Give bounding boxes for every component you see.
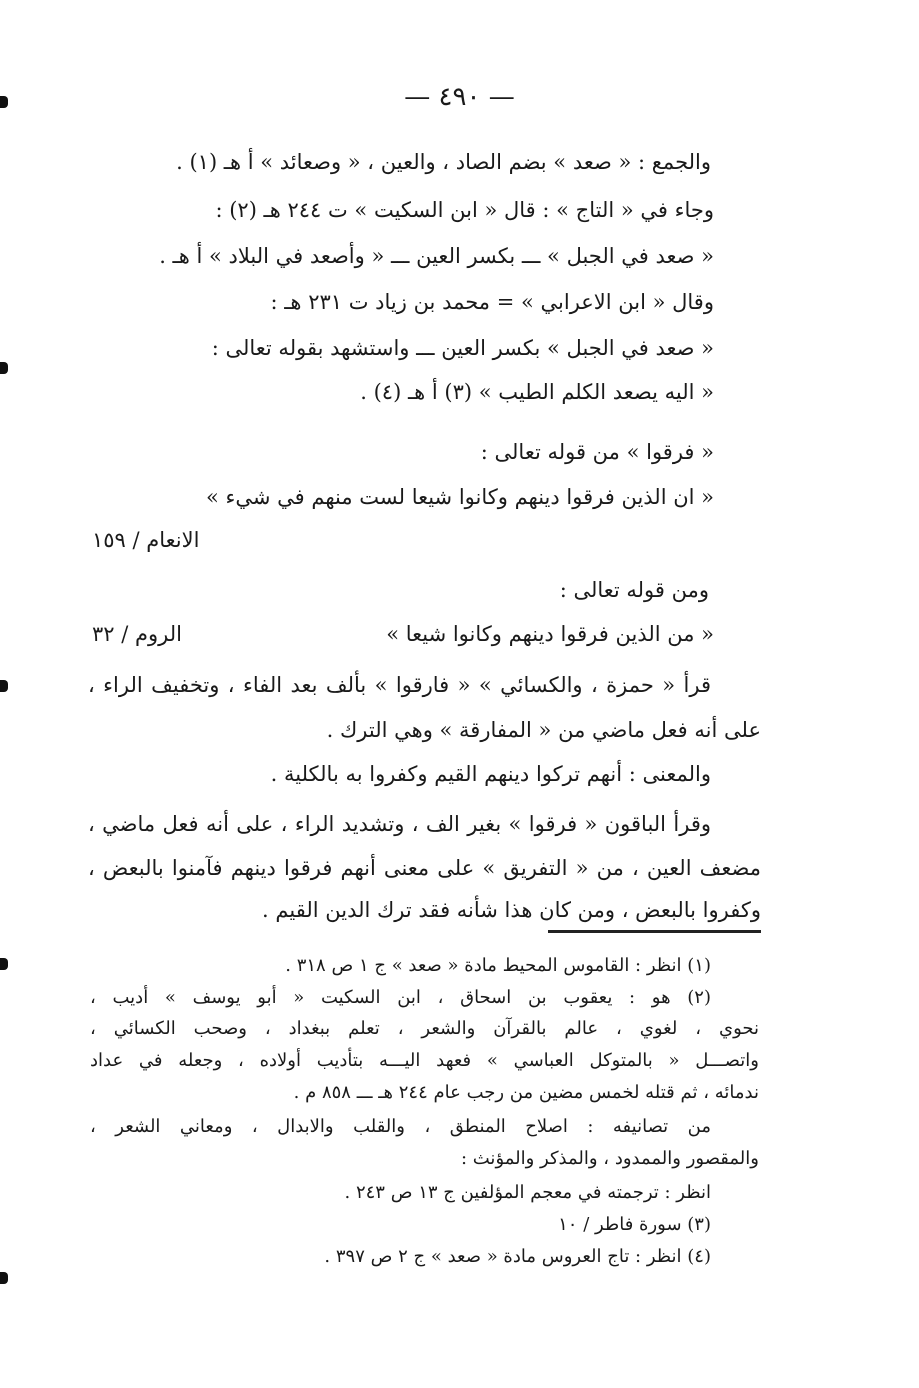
body-line: « فرقوا » من قوله تعالى : [480, 440, 714, 464]
quran-quote: « اليه يصعد الكلم الطيب » (٣) أ هـ (٤) . [360, 380, 714, 404]
footnote: والمقصور والممدود ، والمذكر والمؤنث : [460, 1148, 759, 1169]
scan-edge-mark [0, 958, 8, 970]
body-line: والمعنى : أنهم تركوا دينهم القيم وكفروا به بالكلية . [270, 762, 711, 786]
body-line: على أنه فعل ماضي من « المفارقة » وهي الترك . [326, 718, 761, 742]
footnote: من تصانيفه : اصلاح المنطق ، والقلب والابدال ، ومعاني الشعر ، [90, 1116, 711, 1137]
body-line: وجاء في « التاج » : قال « ابن السكيت » ت ٢٤٤ هـ (٢) : [215, 198, 714, 222]
scan-edge-mark [0, 1272, 8, 1284]
body-line: والجمع : « صعد » بضم الصاد ، والعين ، « وصعائد » أ هـ (١) . [176, 150, 711, 174]
body-line: « صعد في الجبل » بكسر العين ـــ واستشهد بقوله تعالى : [211, 336, 714, 360]
quran-quote: « ان الذين فرقوا دينهم وكانوا شيعا لست منهم في شيء » [205, 485, 714, 509]
body-line: قرأ « حمزة ، والكسائي » « فارقوا » بألف بعد الفاء ، وتخفيف الراء ، [88, 673, 711, 697]
footnote-divider [548, 930, 761, 933]
quran-quote: « من الذين فرقوا دينهم وكانوا شيعا » [386, 622, 714, 646]
scan-edge-mark [0, 362, 8, 374]
body-line: مضعف العين ، من « التفريق » على معنى أنهم فرقوا دينهم فآمنوا بالبعض ، [88, 856, 761, 880]
footnote: (٢) هو : يعقوب بن اسحاق ، ابن السكيت « أبو يوسف » أديب ، [90, 987, 711, 1008]
footnote: واتصـــل « بالمتوكل العباسي » فعهد اليـــه بتأديب أولاده ، وجعله في عداد [90, 1050, 759, 1071]
verse-reference: الروم / ٣٢ [92, 622, 182, 646]
body-line: ومن قوله تعالى : [559, 578, 709, 602]
footnote: (١) انظر : القاموس المحيط مادة « صعد » ج ١ ص ٣١٨ . [285, 955, 711, 976]
footnote: (٣) سورة فاطر / ١٠ [558, 1214, 711, 1235]
body-line: وكفروا بالبعض ، ومن كان هذا شأنه فقد ترك الدين القيم . [262, 898, 761, 922]
footnote: ندمائه ، ثم قتله لخمس مضين من رجب عام ٢٤٤ هـ ـــ ٨٥٨ م . [293, 1082, 759, 1103]
footnote: نحوي ، لغوي ، عالم بالقرآن والشعر ، تعلم ببغداد ، وصحب الكسائي ، [90, 1018, 759, 1039]
body-line: وقرأ الباقون « فرقوا » بغير الف ، وتشديد الراء ، على أنه فعل ماضي ، [88, 812, 711, 836]
scan-edge-mark [0, 680, 8, 692]
footnote: (٤) انظر : تاج العروس مادة « صعد » ج ٢ ص ٣٩٧ . [324, 1246, 711, 1267]
footnote: انظر : ترجمته في معجم المؤلفين ج ١٣ ص ٢٤٣ . [344, 1182, 711, 1203]
body-line: « صعد في الجبل » ـــ بكسر العين ـــ « وأصعد في البلاد » أ هـ . [159, 244, 714, 268]
body-line: وقال « ابن الاعرابي » = محمد بن زياد ت ٢٣١ هـ : [270, 290, 714, 314]
verse-reference: الانعام / ١٥٩ [92, 528, 200, 552]
page-number: — ٤٩٠ — [404, 82, 515, 112]
